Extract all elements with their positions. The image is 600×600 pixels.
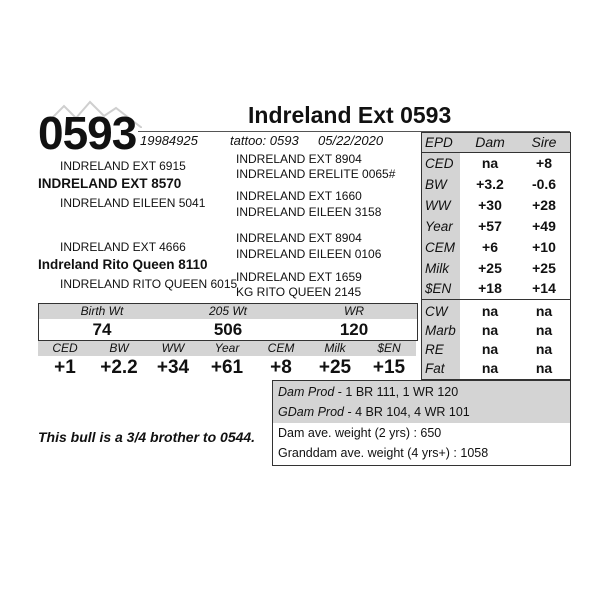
dam-epd-value: na bbox=[481, 360, 499, 376]
table-row bbox=[422, 216, 570, 237]
table-row bbox=[422, 174, 570, 195]
epd-label: Fat bbox=[425, 361, 445, 376]
pedigree-dam-sire-sire: INDRELAND EXT 8904 bbox=[236, 231, 362, 245]
dam-epd-value: na bbox=[481, 155, 499, 171]
production-box bbox=[272, 380, 571, 466]
dam-epd-value: +25 bbox=[478, 260, 502, 276]
epd-label: Year bbox=[425, 219, 453, 234]
own-epd-header: CED bbox=[52, 341, 78, 355]
epd-label: Marb bbox=[425, 323, 456, 338]
page-title: Indreland Ext 0593 bbox=[248, 102, 452, 128]
own-epd-value: +1 bbox=[54, 357, 76, 378]
sire-epd-value: +28 bbox=[532, 197, 556, 213]
registration-number: 19984925 bbox=[140, 133, 198, 148]
own-epd-header: $EN bbox=[377, 341, 401, 355]
dam-epd-value: +3.2 bbox=[476, 176, 504, 192]
dam-epd-value: +6 bbox=[482, 239, 498, 255]
epd-label: CW bbox=[425, 304, 448, 319]
own-epd-value: +34 bbox=[156, 357, 190, 378]
pedigree-sire-sire: INDRELAND EXT 6915 bbox=[60, 159, 186, 173]
sire-epd-value: +25 bbox=[532, 260, 556, 276]
pedigree-sire-dam: INDRELAND EILEEN 5041 bbox=[60, 196, 206, 210]
pedigree-dam-dam: INDRELAND RITO QUEEN 6015 bbox=[60, 277, 238, 291]
table-row bbox=[422, 358, 570, 379]
table-row bbox=[422, 301, 570, 322]
birth-date: 05/22/2020 bbox=[318, 133, 384, 148]
own-epd-value: +2.2 bbox=[100, 357, 138, 378]
sire-epd-value: +10 bbox=[532, 239, 556, 255]
sire-epd-value: na bbox=[535, 322, 553, 338]
table-row bbox=[422, 278, 570, 299]
pedigree-sire-sire-sire: INDRELAND EXT 8904 bbox=[236, 152, 362, 166]
sire-epd-value: na bbox=[535, 303, 553, 319]
dam-epd-value: +30 bbox=[478, 197, 502, 213]
weaning-weight-value: 506 bbox=[213, 320, 243, 339]
own-epd-header: WW bbox=[161, 341, 185, 355]
weaning-ratio-value: 120 bbox=[339, 320, 369, 339]
own-epd-value: +61 bbox=[210, 357, 244, 378]
birth-weight-header: Birth Wt bbox=[80, 304, 124, 318]
own-epd-value: +15 bbox=[372, 357, 406, 378]
own-epd-header: BW bbox=[109, 341, 129, 355]
table-row bbox=[422, 339, 570, 360]
epd-column-header: EPD bbox=[425, 135, 453, 150]
dam-epd-value: na bbox=[481, 303, 499, 319]
own-epd-header: Milk bbox=[324, 341, 346, 355]
granddam-production-value: - 4 BR 104, 4 WR 101 bbox=[344, 405, 470, 419]
pedigree-sire-sire-dam: INDRELAND ERELITE 0065# bbox=[236, 167, 396, 181]
dam-column-header: Dam bbox=[475, 134, 505, 150]
own-epd-header: Year bbox=[214, 341, 240, 355]
pedigree-sire-dam-sire: INDRELAND EXT 1660 bbox=[236, 189, 362, 203]
epd-label: WW bbox=[425, 198, 451, 213]
table-row bbox=[422, 195, 570, 216]
sire-epd-value: na bbox=[535, 360, 553, 376]
weaning-ratio-header: WR bbox=[344, 304, 364, 318]
epd-label: CEM bbox=[425, 240, 455, 255]
own-epd-value: +25 bbox=[318, 357, 352, 378]
sire-epd-value: +8 bbox=[536, 155, 552, 171]
own-epd-header: CEM bbox=[267, 341, 295, 355]
pedigree-dam-sire-dam: INDRELAND EILEEN 0106 bbox=[236, 247, 382, 261]
table-row bbox=[422, 258, 570, 279]
pedigree-sire: INDRELAND EXT 8570 bbox=[38, 176, 182, 191]
granddam-production bbox=[278, 402, 470, 422]
sire-epd-value: -0.6 bbox=[531, 176, 557, 192]
weights-box bbox=[38, 303, 418, 341]
epd-label: Milk bbox=[425, 261, 449, 276]
lot-number: 0593 bbox=[38, 107, 137, 159]
dam-production-value: - 1 BR 111, 1 WR 120 bbox=[334, 385, 459, 399]
dam-epd-value: +18 bbox=[478, 280, 502, 296]
dam-production bbox=[278, 382, 458, 402]
table-row bbox=[422, 237, 570, 258]
pedigree-dam-dam-dam: KG RITO QUEEN 2145 bbox=[236, 285, 362, 299]
epd-label: $EN bbox=[425, 281, 452, 296]
dam-epd-value: +57 bbox=[478, 218, 502, 234]
dam-epd-value: na bbox=[481, 322, 499, 338]
epd-table bbox=[421, 132, 571, 380]
epd-label: CED bbox=[425, 156, 454, 171]
weaning-weight-header: 205 Wt bbox=[208, 304, 247, 318]
granddam-average-weight: Granddam ave. weight (4 yrs+) : 1058 bbox=[278, 446, 489, 460]
dam-epd-value: na bbox=[481, 341, 499, 357]
dam-production-label: Dam Prod bbox=[278, 385, 335, 399]
epd-label: RE bbox=[425, 342, 444, 357]
sire-column-header: Sire bbox=[531, 134, 557, 150]
sire-epd-value: na bbox=[535, 341, 553, 357]
pedigree-sire-dam-dam: INDRELAND EILEEN 3158 bbox=[236, 205, 382, 219]
pedigree-dam-sire: INDRELAND EXT 4666 bbox=[60, 240, 186, 254]
table-row bbox=[422, 320, 570, 341]
pedigree-dam-dam-sire: INDRELAND EXT 1659 bbox=[236, 270, 362, 284]
tattoo: tattoo: 0593 bbox=[230, 133, 299, 148]
own-epd-value: +8 bbox=[270, 357, 292, 378]
granddam-production-label: GDam Prod bbox=[278, 405, 344, 419]
footnote: This bull is a 3/4 brother to 0544. bbox=[38, 429, 256, 445]
sire-epd-value: +49 bbox=[532, 218, 556, 234]
sire-epd-value: +14 bbox=[532, 280, 556, 296]
table-row bbox=[422, 153, 570, 174]
pedigree-dam: Indreland Rito Queen 8110 bbox=[38, 257, 208, 272]
birth-weight-value: 74 bbox=[92, 320, 112, 339]
epd-table-header-row bbox=[422, 133, 570, 154]
epd-label: BW bbox=[425, 177, 447, 192]
dam-average-weight: Dam ave. weight (2 yrs) : 650 bbox=[278, 426, 442, 440]
